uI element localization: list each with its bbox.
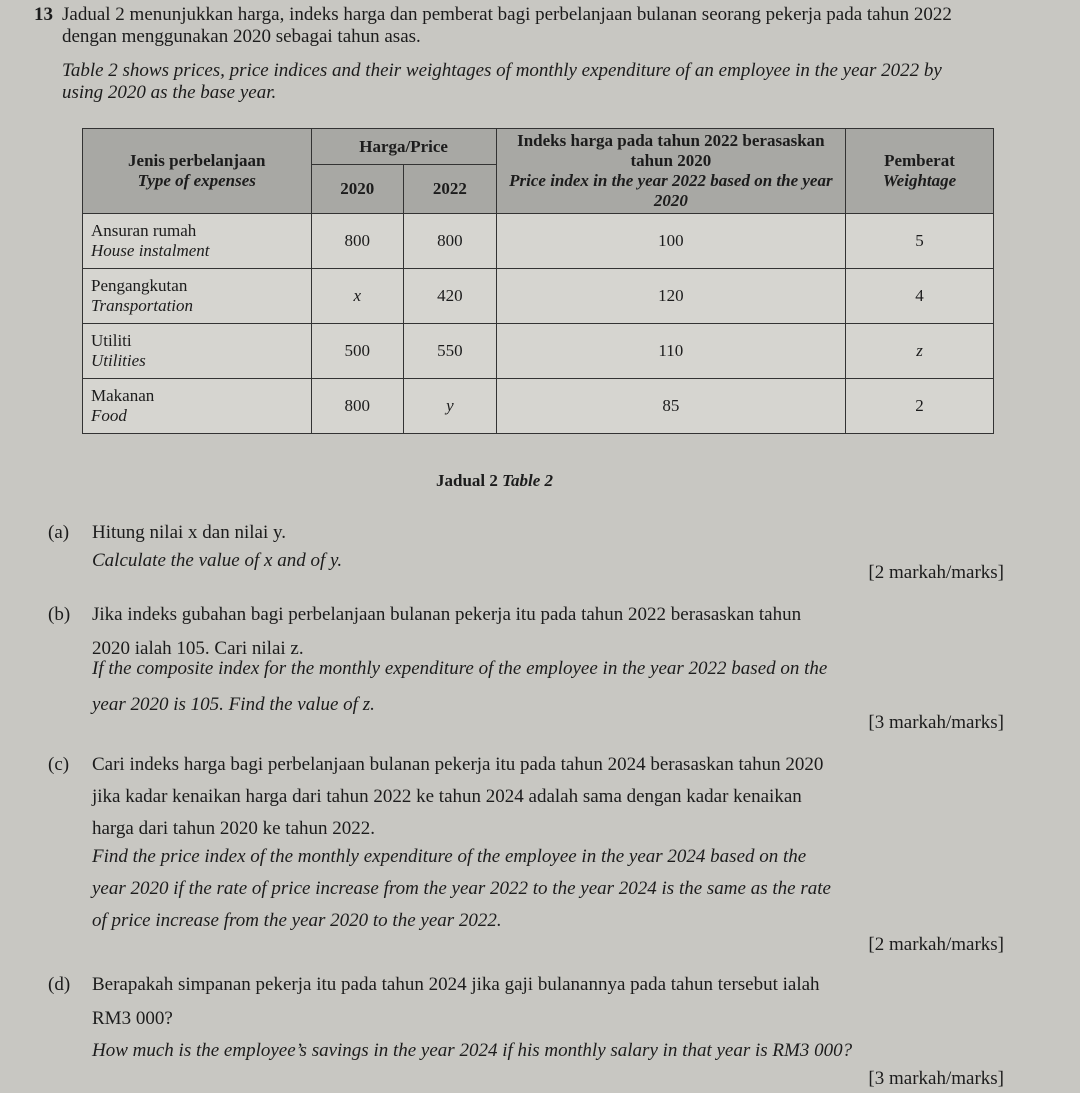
part-c-en-3: of price increase from the year 2020 to the year 2022. <box>92 910 502 931</box>
price-index: 100 <box>496 214 845 269</box>
part-a-ms: Hitung nilai x dan nilai y. <box>92 522 287 543</box>
part-d-marks: [3 markah/marks] <box>868 1068 1004 1089</box>
table-caption <box>436 470 553 492</box>
part-d-ms-1: Berapakah simpanan pekerja itu pada tahun 2024 jika gaji bulanannya pada tahun tersebut ialah <box>92 974 820 995</box>
header-2022: 2022 <box>404 165 497 214</box>
part-c-marks: [2 markah/marks] <box>868 934 1004 955</box>
intro-english: Table 2 shows prices, price indices and their weightages of monthly expenditure of an employee in the year 2022 by using 2020 as the base year. <box>62 60 942 103</box>
weightage: 4 <box>846 269 994 324</box>
question-number: 13 <box>34 4 53 25</box>
part-a-en: Calculate the value of x and of y. <box>92 550 343 571</box>
price-2020: 800 <box>311 214 404 269</box>
part-d-label: (d) <box>48 974 71 995</box>
price-2022: 420 <box>404 269 497 324</box>
header-index-en: Price index in the year 2022 based on the year 2020 <box>509 171 833 210</box>
weightage: z <box>846 324 994 379</box>
header-type-ms: Jenis perbelanjaan <box>128 151 266 170</box>
price-2022: 550 <box>404 324 497 379</box>
price-2020: x <box>311 269 404 324</box>
caption-ms: Jadual 2 <box>436 471 498 490</box>
expense-en: Food <box>91 406 127 425</box>
part-a-label: (a) <box>48 522 70 543</box>
part-d-ms-2: RM3 000? <box>92 1008 173 1029</box>
table-row <box>83 269 994 324</box>
price-2022: y <box>404 379 497 434</box>
expense-ms: Pengangkutan <box>91 276 188 295</box>
part-d-en-1: How much is the employee’s savings in the year 2024 if his monthly salary in that year is RM3 000? <box>92 1040 853 1061</box>
price-index: 110 <box>496 324 845 379</box>
header-weight-en: Weightage <box>882 171 957 190</box>
price-index: 120 <box>496 269 845 324</box>
header-index-ms: Indeks harga pada tahun 2022 berasaskan tahun 2020 <box>517 131 825 170</box>
part-b-ms-2: 2020 ialah 105. Cari nilai z. <box>92 638 304 659</box>
weightage: 5 <box>846 214 994 269</box>
price-index: 85 <box>496 379 845 434</box>
expense-ms: Ansuran rumah <box>91 221 197 240</box>
part-c-ms-1: Cari indeks harga bagi perbelanjaan bulanan pekerja itu pada tahun 2024 berasaskan tahun 2020 <box>92 754 824 775</box>
part-b-en-1: If the composite index for the monthly expenditure of the employee in the year 2022 based on the <box>92 658 828 679</box>
part-a-marks: [2 markah/marks] <box>868 562 1004 583</box>
weightage: 2 <box>846 379 994 434</box>
expense-en: House instalment <box>91 241 210 260</box>
intro-malay: Jadual 2 menunjukkan harga, indeks harga dan pemberat bagi perbelanjaan bulanan seorang pekerja pada tahun 2022 dengan menggunakan 2020 sebagai tahun asas. <box>62 4 952 47</box>
table-2 <box>82 128 994 434</box>
header-weight-ms: Pemberat <box>884 151 955 170</box>
price-2020: 500 <box>311 324 404 379</box>
caption-en: Table 2 <box>502 471 553 490</box>
part-b-label: (b) <box>48 604 71 625</box>
price-2020: 800 <box>311 379 404 434</box>
part-c-en-2: year 2020 if the rate of price increase from the year 2022 to the year 2024 is the same as the rate <box>92 878 831 899</box>
part-c-ms-3: harga dari tahun 2020 ke tahun 2022. <box>92 818 375 839</box>
header-price: Harga/Price <box>311 129 496 165</box>
header-type-en: Type of expenses <box>137 171 256 190</box>
expense-en: Utilities <box>91 351 146 370</box>
header-2020: 2020 <box>311 165 404 214</box>
expense-en: Transportation <box>91 296 194 315</box>
table-row <box>83 379 994 434</box>
part-c-en-1: Find the price index of the monthly expenditure of the employee in the year 2024 based on the <box>92 846 807 867</box>
price-2022: 800 <box>404 214 497 269</box>
part-b-en-2: year 2020 is 105. Find the value of z. <box>92 694 375 715</box>
expense-ms: Makanan <box>91 386 155 405</box>
expense-ms: Utiliti <box>91 331 132 350</box>
table-row <box>83 214 994 269</box>
part-c-label: (c) <box>48 754 70 775</box>
part-c-ms-2: jika kadar kenaikan harga dari tahun 2022 ke tahun 2024 adalah sama dengan kadar kenaikan <box>92 786 802 807</box>
part-b-ms-1: Jika indeks gubahan bagi perbelanjaan bulanan pekerja itu pada tahun 2022 berasaskan tahun <box>92 604 802 625</box>
part-b-marks: [3 markah/marks] <box>868 712 1004 733</box>
table-row <box>83 324 994 379</box>
